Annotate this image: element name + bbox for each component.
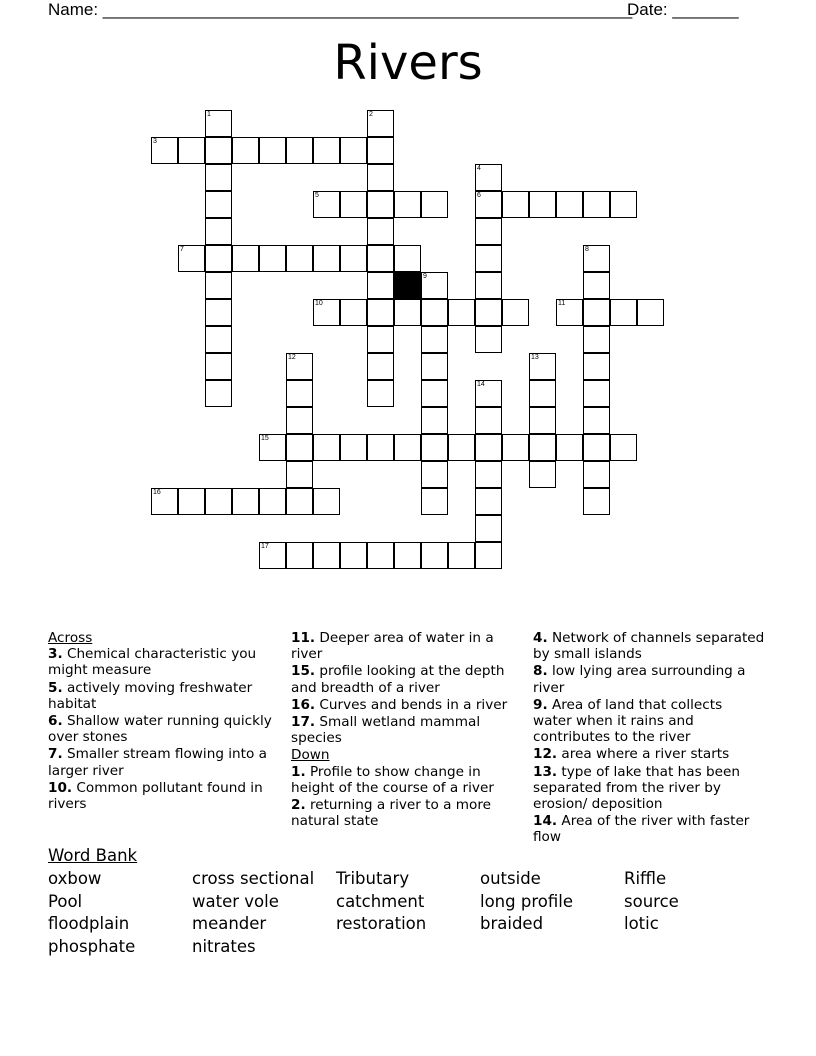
- clue-number: 16: [153, 489, 161, 496]
- clue-number: 3.: [48, 646, 63, 663]
- across-clue: [48, 680, 280, 712]
- crossword-cell[interactable]: [529, 191, 556, 218]
- clue-number: 3: [153, 138, 157, 145]
- clue-column-1: [48, 630, 280, 813]
- crossword-cell[interactable]: [151, 488, 178, 515]
- word-bank-title: Word Bank: [48, 846, 138, 865]
- crossword-cell[interactable]: [367, 353, 394, 380]
- crossword-cell[interactable]: [583, 407, 610, 434]
- crossword-cell[interactable]: [367, 137, 394, 164]
- crossword-cell[interactable]: [475, 542, 502, 569]
- crossword-cell[interactable]: [475, 380, 502, 407]
- clue-text: Chemical characteristic you might measure: [48, 646, 257, 679]
- clue-number: 2: [369, 111, 373, 118]
- crossword-cell[interactable]: [583, 245, 610, 272]
- clue-number: 15: [261, 435, 269, 442]
- clue-text: Shallow water running quickly over stones: [48, 713, 272, 746]
- crossword-cell[interactable]: [313, 488, 340, 515]
- crossword-cell[interactable]: [205, 164, 232, 191]
- word-bank-item: Riffle: [624, 869, 667, 888]
- word-bank-item: long profile: [480, 891, 573, 911]
- crossword-cell[interactable]: [313, 191, 340, 218]
- crossword-cell[interactable]: [583, 272, 610, 299]
- crossword-cell[interactable]: [286, 542, 313, 569]
- across-clue: [291, 714, 523, 746]
- crossword-cell[interactable]: [367, 191, 394, 218]
- crossword-cell[interactable]: [367, 110, 394, 137]
- word-bank-item: floodplain: [48, 914, 130, 934]
- crossword-cell[interactable]: [259, 245, 286, 272]
- clue-text: returning a river to a more natural state: [291, 797, 492, 830]
- crossword-cell[interactable]: [475, 245, 502, 272]
- clue-number: 5.: [48, 679, 63, 696]
- black-square: [394, 272, 421, 299]
- crossword-cell[interactable]: [394, 191, 421, 218]
- word-bank-item: lotic: [624, 914, 659, 934]
- crossword-cell[interactable]: [286, 353, 313, 380]
- crossword-cell[interactable]: [367, 299, 394, 326]
- word-bank-item: catchment: [336, 891, 425, 911]
- word-bank-item: cross sectional: [192, 869, 315, 888]
- across-heading: Across: [48, 630, 93, 646]
- word-bank-item: Tributary: [336, 869, 410, 888]
- crossword-cell[interactable]: [394, 299, 421, 326]
- crossword-cell[interactable]: [529, 434, 556, 461]
- word-bank-item: water vole: [192, 891, 279, 911]
- crossword-cell[interactable]: [502, 191, 529, 218]
- clue-number: 7.: [48, 746, 63, 763]
- clue-number: 1.: [291, 763, 306, 780]
- crossword-cell[interactable]: [286, 380, 313, 407]
- crossword-cell[interactable]: [313, 542, 340, 569]
- down-heading: Down: [291, 747, 330, 764]
- crossword-cell[interactable]: [205, 191, 232, 218]
- clue-column-2: [291, 630, 523, 830]
- crossword-cell[interactable]: [394, 434, 421, 461]
- crossword-cell[interactable]: [475, 299, 502, 326]
- word-bank-item: source: [624, 891, 679, 911]
- crossword-cell[interactable]: [610, 434, 637, 461]
- crossword-cell[interactable]: [151, 137, 178, 164]
- crossword-cell[interactable]: [259, 434, 286, 461]
- crossword-cell[interactable]: [421, 461, 448, 488]
- crossword-cell[interactable]: [286, 245, 313, 272]
- crossword-cell[interactable]: [205, 299, 232, 326]
- crossword-cell[interactable]: [583, 461, 610, 488]
- clue-number: 11: [558, 300, 566, 307]
- crossword-cell[interactable]: [205, 353, 232, 380]
- across-clue: [48, 780, 280, 812]
- crossword-cell[interactable]: [502, 434, 529, 461]
- page-title: Rivers: [333, 35, 483, 91]
- clue-number: 8.: [533, 663, 548, 680]
- crossword-cell[interactable]: [286, 434, 313, 461]
- clue-text: Network of channels separated by small islands: [533, 630, 765, 663]
- down-clue: [533, 813, 765, 845]
- crossword-cell[interactable]: [583, 488, 610, 515]
- word-bank-item: oxbow: [48, 869, 102, 888]
- crossword-cell[interactable]: [205, 488, 232, 515]
- crossword-cell[interactable]: [583, 353, 610, 380]
- crossword-cell[interactable]: [448, 299, 475, 326]
- word-bank: [48, 846, 778, 956]
- crossword-cell[interactable]: [421, 191, 448, 218]
- crossword-cell[interactable]: [340, 434, 367, 461]
- crossword-cell[interactable]: [421, 542, 448, 569]
- clue-number: 17: [261, 543, 269, 550]
- crossword-cell[interactable]: [421, 488, 448, 515]
- across-clue: [48, 646, 280, 678]
- clue-text: Area of land that collects water when it rains and contributes to the river: [533, 696, 723, 746]
- crossword-cell[interactable]: [259, 488, 286, 515]
- crossword-cell[interactable]: [448, 542, 475, 569]
- crossword-cell[interactable]: [421, 380, 448, 407]
- crossword-cell[interactable]: [502, 299, 529, 326]
- crossword-cell[interactable]: [205, 110, 232, 137]
- crossword-cell[interactable]: [529, 407, 556, 434]
- clue-number: 8: [585, 246, 589, 253]
- crossword-cell[interactable]: [583, 326, 610, 353]
- across-clue: [291, 630, 523, 662]
- crossword-cell[interactable]: [205, 218, 232, 245]
- crossword-cell[interactable]: [421, 326, 448, 353]
- clue-text: Small wetland mammal species: [291, 714, 481, 747]
- across-clue: [291, 663, 523, 695]
- crossword-cell[interactable]: [259, 542, 286, 569]
- crossword-cell[interactable]: [313, 434, 340, 461]
- clue-number: 10.: [48, 779, 73, 796]
- crossword-cell[interactable]: [367, 434, 394, 461]
- crossword-cell[interactable]: [421, 434, 448, 461]
- down-clue: [533, 697, 765, 746]
- clue-text: actively moving freshwater habitat: [48, 679, 253, 712]
- crossword-cell[interactable]: [367, 326, 394, 353]
- crossword-cell[interactable]: [583, 434, 610, 461]
- crossword-cell[interactable]: [205, 245, 232, 272]
- word-bank-item: meander: [192, 914, 267, 934]
- crossword-cell[interactable]: [367, 164, 394, 191]
- clue-column-3: [533, 630, 765, 847]
- crossword-cell[interactable]: [421, 299, 448, 326]
- crossword-cell[interactable]: [529, 380, 556, 407]
- clue-number: 4: [477, 165, 481, 172]
- clue-text: Area of the river with faster flow: [533, 813, 750, 846]
- crossword-cell[interactable]: [556, 434, 583, 461]
- down-clue: [291, 764, 523, 796]
- crossword-cell[interactable]: [286, 407, 313, 434]
- crossword-cell[interactable]: [178, 137, 205, 164]
- clue-text: profile looking at the depth and breadth of a river: [291, 663, 505, 696]
- crossword-cell[interactable]: [367, 218, 394, 245]
- crossword-cell[interactable]: [313, 245, 340, 272]
- word-bank-item: braided: [480, 914, 544, 934]
- crossword-cell[interactable]: [313, 137, 340, 164]
- clue-text: Deeper area of water in a river: [291, 630, 494, 663]
- clue-text: low lying area surrounding a river: [533, 663, 746, 696]
- clue-number: 6: [477, 192, 481, 199]
- crossword-cell[interactable]: [529, 461, 556, 488]
- crossword-cell[interactable]: [367, 542, 394, 569]
- crossword-cell[interactable]: [556, 299, 583, 326]
- clue-number: 16.: [291, 696, 316, 713]
- crossword-cell[interactable]: [286, 488, 313, 515]
- crossword-cell[interactable]: [340, 299, 367, 326]
- crossword-cell[interactable]: [367, 245, 394, 272]
- down-clue: [533, 746, 765, 762]
- crossword-cell[interactable]: [178, 488, 205, 515]
- crossword-cell[interactable]: [421, 272, 448, 299]
- down-clue: [533, 663, 765, 695]
- clue-number: 10: [315, 300, 323, 307]
- clue-text: Smaller stream flowing into a larger river: [48, 746, 267, 779]
- crossword-cell[interactable]: [475, 461, 502, 488]
- crossword-cell[interactable]: [340, 245, 367, 272]
- clue-text: Common pollutant found in rivers: [48, 779, 263, 813]
- crossword-cell[interactable]: [475, 272, 502, 299]
- clue-number: 13.: [533, 763, 558, 780]
- across-clue: [48, 746, 280, 778]
- crossword-cell[interactable]: [610, 191, 637, 218]
- crossword-cell[interactable]: [205, 380, 232, 407]
- crossword-cell[interactable]: [475, 164, 502, 191]
- crossword-cell[interactable]: [232, 488, 259, 515]
- clue-number: 14.: [533, 813, 558, 830]
- crossword-cell[interactable]: [475, 515, 502, 542]
- clue-number: 12: [288, 354, 296, 361]
- crossword-cell[interactable]: [205, 326, 232, 353]
- date-field[interactable]: Date: _______: [627, 0, 739, 19]
- clue-text: Curves and bends in a river: [315, 696, 508, 713]
- clue-number: 9.: [533, 696, 548, 713]
- crossword-cell[interactable]: [529, 353, 556, 380]
- crossword-cell[interactable]: [259, 137, 286, 164]
- crossword-cell[interactable]: [394, 245, 421, 272]
- crossword-cell[interactable]: [340, 191, 367, 218]
- across-clue: [291, 697, 523, 713]
- word-bank-item: restoration: [336, 914, 427, 934]
- clue-number: 14: [477, 381, 485, 388]
- down-clue: [291, 797, 523, 829]
- clue-text: area where a river starts: [557, 746, 730, 763]
- crossword-cell[interactable]: [205, 272, 232, 299]
- crossword-cell[interactable]: [421, 353, 448, 380]
- down-clue: [533, 764, 765, 813]
- clue-number: 11.: [291, 630, 316, 646]
- crossword-cell[interactable]: [475, 326, 502, 353]
- crossword-cell[interactable]: [637, 299, 664, 326]
- crossword-cell[interactable]: [178, 245, 205, 272]
- clue-number: 2.: [291, 797, 306, 814]
- word-bank-item: phosphate: [48, 936, 136, 956]
- crossword-cell[interactable]: [448, 434, 475, 461]
- crossword-cell[interactable]: [475, 218, 502, 245]
- crossword-cell[interactable]: [367, 380, 394, 407]
- crossword-cell[interactable]: [556, 191, 583, 218]
- down-clue: [533, 630, 765, 662]
- crossword-cell[interactable]: [421, 407, 448, 434]
- clue-number: 12.: [533, 746, 558, 763]
- word-bank-item: nitrates: [192, 936, 256, 956]
- crossword-cell[interactable]: [394, 542, 421, 569]
- crossword-cell[interactable]: [583, 380, 610, 407]
- clue-number: 7: [180, 246, 184, 253]
- name-field[interactable]: Name: ________________________________________________________: [48, 0, 633, 19]
- across-clue: [48, 713, 280, 745]
- crossword-cell[interactable]: [286, 137, 313, 164]
- crossword-cell[interactable]: [475, 434, 502, 461]
- clue-number: 13: [531, 354, 539, 361]
- crossword-cell[interactable]: [313, 299, 340, 326]
- crossword-cell[interactable]: [367, 272, 394, 299]
- word-bank-item: outside: [480, 869, 541, 888]
- word-bank-item: Pool: [48, 891, 83, 911]
- crossword-cell[interactable]: [475, 191, 502, 218]
- clue-number: 15.: [291, 663, 316, 680]
- crossword-cell[interactable]: [583, 299, 610, 326]
- clue-number: 17.: [291, 714, 316, 731]
- crossword-cell[interactable]: [610, 299, 637, 326]
- crossword-cell[interactable]: [232, 245, 259, 272]
- clue-number: 5: [315, 192, 319, 199]
- crossword-cell[interactable]: [340, 137, 367, 164]
- crossword-cell[interactable]: [232, 137, 259, 164]
- crossword-cell[interactable]: [286, 461, 313, 488]
- crossword-cell[interactable]: [340, 542, 367, 569]
- clue-number: 9: [423, 273, 427, 280]
- clue-number: 6.: [48, 713, 63, 730]
- clue-text: type of lake that has been separated from the river by erosion/ deposition: [533, 763, 740, 813]
- clue-number: 1: [207, 111, 211, 118]
- crossword-cell[interactable]: [475, 488, 502, 515]
- crossword-cell[interactable]: [205, 137, 232, 164]
- clue-number: 4.: [533, 630, 548, 646]
- crossword-cell[interactable]: [475, 407, 502, 434]
- clue-text: Profile to show change in height of the course of a river: [291, 763, 494, 796]
- crossword-cell[interactable]: [583, 191, 610, 218]
